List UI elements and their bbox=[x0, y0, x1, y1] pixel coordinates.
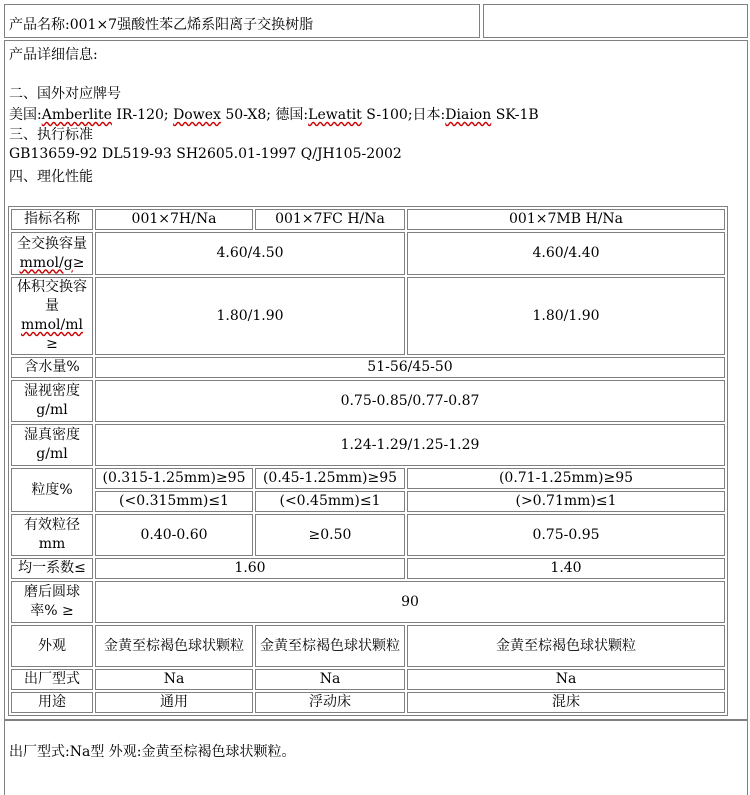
row-label: 粒度% bbox=[11, 468, 93, 512]
value-cell: 90 bbox=[95, 581, 725, 623]
value-cell: 4.60/4.40 bbox=[407, 232, 725, 275]
section-standards-heading: 三、执行标准 bbox=[9, 127, 93, 143]
table-row-particle-size bbox=[11, 468, 725, 489]
value-cell: ≥0.50 bbox=[255, 514, 405, 556]
table-row-particle-size-2 bbox=[11, 491, 725, 512]
footer-cell bbox=[4, 720, 748, 795]
value-cell: 通用 bbox=[95, 692, 253, 713]
row-label: 湿视密度 g/ml bbox=[11, 380, 93, 422]
table-row-volume-capacity bbox=[11, 277, 725, 355]
value-cell: 4.60/4.50 bbox=[95, 232, 405, 275]
value-cell: Na bbox=[95, 669, 253, 690]
value-cell: 51-56/45-50 bbox=[95, 357, 725, 378]
value-cell: 1.24-1.29/1.25-1.29 bbox=[95, 424, 725, 466]
row-label: 外观 bbox=[11, 625, 93, 667]
brand-dowex: Dowex bbox=[173, 107, 221, 123]
detail-heading: 产品详细信息: bbox=[9, 47, 98, 63]
header-cell: 001×7H/Na bbox=[95, 209, 253, 230]
table-row-sphericity bbox=[11, 581, 725, 623]
value-cell: 金黄至棕褐色球状颗粒 bbox=[407, 625, 725, 667]
header-cell: 001×7FC H/Na bbox=[255, 209, 405, 230]
footer-note: 出厂型式:Na型 外观:金黄至棕褐色球状颗粒。 bbox=[9, 744, 296, 760]
table-row-use bbox=[11, 692, 725, 713]
value-cell: 1.60 bbox=[95, 558, 405, 579]
value-cell: (0.315-1.25mm)≥95 bbox=[95, 468, 253, 489]
row-label: 含水量% bbox=[11, 357, 93, 378]
section-foreign-brands-heading: 二、国外对应牌号 bbox=[9, 86, 121, 102]
value-cell: (<0.45mm)≤1 bbox=[255, 491, 405, 512]
value-cell: (>0.71mm)≤1 bbox=[407, 491, 725, 512]
value-cell: 混床 bbox=[407, 692, 725, 713]
value-cell: 0.40-0.60 bbox=[95, 514, 253, 556]
foreign-brands-line: 美国:Amberlite IR-120; Dowex 50-X8; 德国:Lewatit S-100;日本:Diaion SK-1B bbox=[9, 107, 539, 123]
value-cell: 1.80/1.90 bbox=[95, 277, 405, 355]
table-row-effective-size bbox=[11, 514, 725, 556]
product-title: 产品名称:001×7强酸性苯乙烯系阳离子交换树脂 bbox=[9, 17, 314, 33]
title-empty-cell bbox=[483, 4, 748, 38]
row-label: 出厂型式 bbox=[11, 669, 93, 690]
product-title-cell bbox=[4, 4, 480, 38]
value-cell: 浮动床 bbox=[255, 692, 405, 713]
value-cell: Na bbox=[407, 669, 725, 690]
table-row-header bbox=[11, 209, 725, 230]
table-row-wet-true-density bbox=[11, 424, 725, 466]
value-cell: (0.45-1.25mm)≥95 bbox=[255, 468, 405, 489]
row-label: 体积交换容 量 mmol/ml ≥ bbox=[11, 277, 93, 355]
value-cell: Na bbox=[255, 669, 405, 690]
standards-line: GB13659-92 DL519-93 SH2605.01-1997 Q/JH105-2002 bbox=[9, 146, 402, 162]
value-cell: (<0.315mm)≤1 bbox=[95, 491, 253, 512]
header-cell: 指标名称 bbox=[11, 209, 93, 230]
properties-table bbox=[8, 206, 728, 716]
value-cell: 金黄至棕褐色球状颗粒 bbox=[255, 625, 405, 667]
value-cell: 金黄至棕褐色球状颗粒 bbox=[95, 625, 253, 667]
table-row-total-capacity bbox=[11, 232, 725, 275]
row-label: 有效粒径 mm bbox=[11, 514, 93, 556]
brand-lewatit: Lewatit bbox=[308, 107, 362, 123]
row-label: 均一系数≤ bbox=[11, 558, 93, 579]
brand-diaion: Diaion bbox=[445, 107, 492, 123]
value-cell: 1.40 bbox=[407, 558, 725, 579]
section-properties-heading: 四、理化性能 bbox=[9, 169, 93, 185]
value-cell: 1.80/1.90 bbox=[407, 277, 725, 355]
table-row-uniformity bbox=[11, 558, 725, 579]
row-label: 用途 bbox=[11, 692, 93, 713]
table-row-appearance bbox=[11, 625, 725, 667]
table-row-water bbox=[11, 357, 725, 378]
row-label: 全交换容量 mmol/g≥ bbox=[11, 232, 93, 275]
row-label: 磨后圆球 率% ≥ bbox=[11, 581, 93, 623]
header-cell: 001×7MB H/Na bbox=[407, 209, 725, 230]
table-row-wet-apparent-density bbox=[11, 380, 725, 422]
value-cell: (0.71-1.25mm)≥95 bbox=[407, 468, 725, 489]
value-cell: 0.75-0.85/0.77-0.87 bbox=[95, 380, 725, 422]
value-cell: 0.75-0.95 bbox=[407, 514, 725, 556]
row-label: 湿真密度 g/ml bbox=[11, 424, 93, 466]
table-row-form bbox=[11, 669, 725, 690]
brand-amberlite: Amberlite bbox=[41, 107, 112, 123]
